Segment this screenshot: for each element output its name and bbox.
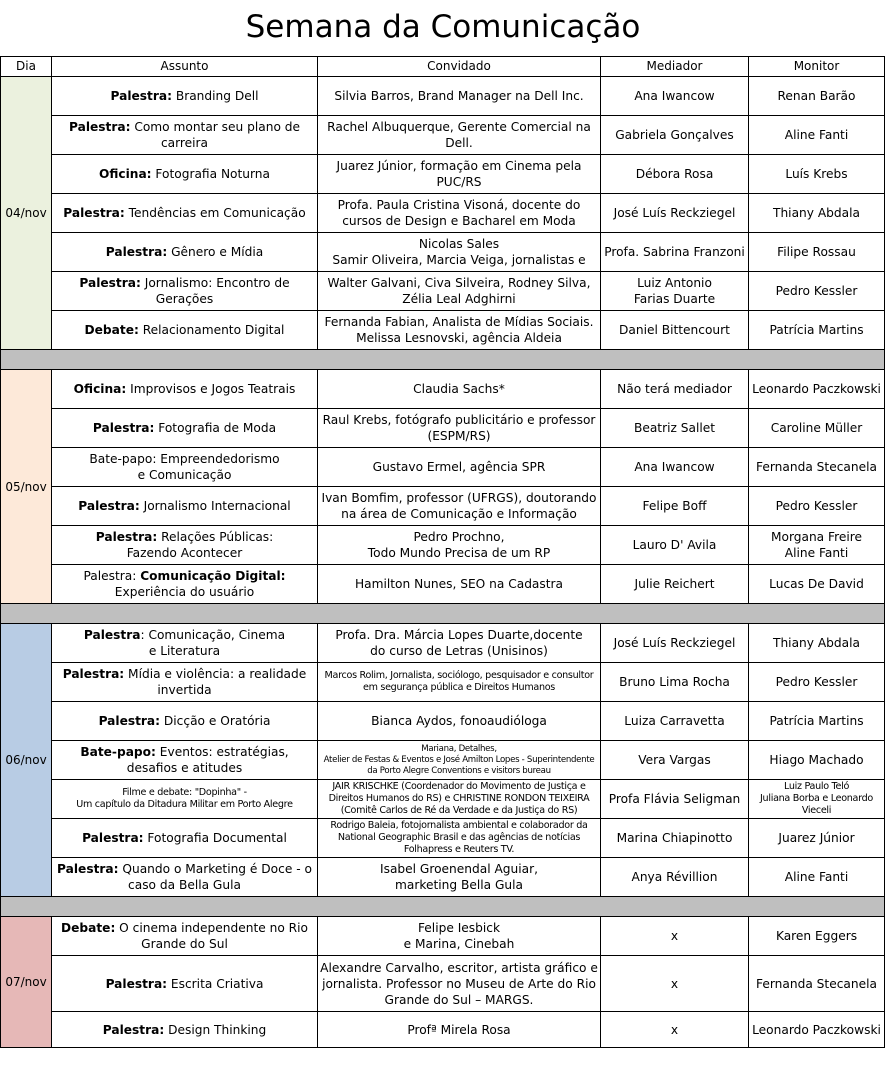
topic-cell — [52, 663, 318, 702]
guest-cell: Walter Galvani, Civa Silveira, Rodney Silva, Zélia Leal Adghirni — [318, 272, 601, 311]
guest-cell — [318, 858, 601, 897]
table-row — [1, 565, 885, 604]
mediator-cell: Bruno Lima Rocha — [601, 663, 749, 702]
monitor-cell: Filipe Rossau — [749, 233, 885, 272]
mediator-line: Luiz Antonio — [637, 276, 712, 290]
topic-cell — [52, 370, 318, 409]
table-row — [1, 917, 885, 956]
topic-cell — [52, 565, 318, 604]
monitor-cell: Pedro Kessler — [749, 663, 885, 702]
guest-cell: Profª Mirela Rosa — [318, 1012, 601, 1048]
session-type: Comunicação Digital: — [140, 569, 286, 583]
topic-cell — [52, 624, 318, 663]
monitor-cell: Aline Fanti — [749, 116, 885, 155]
session-type: Palestra: — [79, 276, 141, 290]
table-row — [1, 311, 885, 350]
session-topic-line — [54, 627, 315, 643]
session-topic: Dicção e Oratória — [160, 714, 271, 728]
topic-cell — [52, 780, 318, 819]
guest-line: marketing Bella Gula — [395, 878, 523, 892]
guest-cell: Silvia Barros, Brand Manager na Dell Inc. — [318, 77, 601, 116]
monitor-cell: Fernanda Stecanela — [749, 448, 885, 487]
day-cell: 04/nov — [1, 77, 52, 350]
session-type: Debate: — [61, 921, 116, 935]
topic-cell — [52, 526, 318, 565]
session-topic: Design Thinking — [164, 1022, 267, 1037]
day-cell: 05/nov — [1, 370, 52, 604]
mediator-cell: Profa Flávia Seligman — [601, 780, 749, 819]
session-topic: Gênero e Mídia — [167, 245, 264, 259]
topic-cell — [52, 155, 318, 194]
day-separator — [1, 350, 885, 370]
session-type: Palestra: — [78, 499, 140, 513]
table-row — [1, 155, 885, 194]
mediator-cell: Ana Iwancow — [601, 448, 749, 487]
topic-cell — [52, 741, 318, 780]
session-type: Palestra: — [57, 862, 119, 876]
mediator-cell: Marina Chiapinotto — [601, 819, 749, 858]
guest-line: Profa. Dra. Márcia Lopes Duarte,docente — [335, 628, 583, 642]
topic-cell — [52, 1012, 318, 1048]
guest-cell: Profa. Paula Cristina Visoná, docente do cursos de Design e Bacharel em Moda — [318, 194, 601, 233]
guest-cell: Rodrigo Baleia, fotojornalista ambiental e colaborador da National Geographic Brasil e das agências de notícias Folhapress e Reuters TV. — [318, 819, 601, 858]
mediator-cell: Débora Rosa — [601, 155, 749, 194]
session-type: Oficina: — [98, 167, 152, 181]
session-topic: e Comunicação — [137, 468, 232, 482]
table-row — [1, 116, 885, 155]
session-topic: Filme e debate: "Dopinha" - — [122, 787, 247, 798]
mediator-cell: Profa. Sabrina Franzoni — [601, 233, 749, 272]
table-row — [1, 77, 885, 116]
session-type: Palestra — [83, 628, 141, 642]
monitor-line: Juliana Borba e Leonardo Vieceli — [760, 793, 873, 816]
schedule-table — [0, 56, 885, 1048]
table-row — [1, 663, 885, 702]
session-topic: Tendências em Comunicação — [124, 206, 306, 220]
guest-cell — [318, 526, 601, 565]
table-row — [1, 233, 885, 272]
session-topic: O cinema independente no Rio Grande do Sul — [115, 921, 308, 951]
session-type: Palestra: — [63, 206, 125, 220]
monitor-cell: Hiago Machado — [749, 741, 885, 780]
monitor-cell: Renan Barão — [749, 77, 885, 116]
guest-cell: JAIR KRISCHKE (Coordenador do Movimento de Justiça e Direitos Humanos do RS) e CHRISTINE RONDON TEIXEIRA (Comitê Carlos de Ré da Verdade e da Justiça do RS) — [318, 780, 601, 819]
guest-cell: Marcos Rolim, Jornalista, sociólogo, pesquisador e consultor em segurança pública e Direitos Humanos — [318, 663, 601, 702]
topic-cell — [52, 956, 318, 1012]
guest-cell: Bianca Aydos, fonoaudióloga — [318, 702, 601, 741]
mediator-cell: Anya Révillion — [601, 858, 749, 897]
monitor-cell — [749, 526, 885, 565]
header-convidado: Convidado — [318, 57, 601, 77]
session-topic: Fazendo Acontecer — [126, 546, 243, 560]
mediator-cell: x — [601, 1012, 749, 1048]
mediator-line: Farias Duarte — [633, 292, 716, 306]
session-topic: Experiência do usuário — [114, 585, 255, 599]
table-row — [1, 1012, 885, 1048]
mediator-cell: Ana Iwancow — [601, 77, 749, 116]
page-title: Semana da Comunicação — [245, 9, 641, 45]
topic-cell — [52, 272, 318, 311]
topic-cell — [52, 487, 318, 526]
guest-line: Melissa Lesnovski, agência Aldeia — [356, 331, 562, 345]
mediator-cell: Julie Reichert — [601, 565, 749, 604]
guest-cell: Juarez Júnior, formação em Cinema pela PUC/RS — [318, 155, 601, 194]
monitor-line: Aline Fanti — [784, 546, 849, 560]
monitor-cell: Thiany Abdala — [749, 194, 885, 233]
guest-line: Todo Mundo Precisa de um RP — [367, 546, 551, 560]
session-topic: Jornalismo Internacional — [139, 499, 291, 513]
monitor-cell: Lucas De David — [749, 565, 885, 604]
day-separator — [1, 604, 885, 624]
monitor-cell: Thiany Abdala — [749, 624, 885, 663]
separator-cell — [1, 897, 885, 917]
session-topic: Relacionamento Digital — [138, 323, 285, 337]
guest-cell: Raul Krebs, fotógrafo publicitário e professor (ESPM/RS) — [318, 409, 601, 448]
mediator-cell: x — [601, 917, 749, 956]
table-row — [1, 741, 885, 780]
topic-cell — [52, 311, 318, 350]
session-topic-line — [54, 568, 315, 584]
guest-cell: Gustavo Ermel, agência SPR — [318, 448, 601, 487]
guest-line: Samir Oliveira, Marcia Veiga, jornalistas e — [332, 253, 586, 267]
guest-cell: Alexandre Carvalho, escritor, artista gráfico e jornalista. Professor no Museu de Arte do Rio Grande do Sul – MARGS. — [318, 956, 601, 1012]
mediator-cell: Beatriz Sallet — [601, 409, 749, 448]
monitor-cell: Fernanda Stecanela — [749, 956, 885, 1012]
session-topic: Mídia e violência: a realidade invertida — [124, 667, 307, 697]
session-prefix: Palestra: — [83, 569, 141, 583]
mediator-cell: Luiza Carravetta — [601, 702, 749, 741]
mediator-cell: Lauro D' Avila — [601, 526, 749, 565]
mediator-cell: x — [601, 956, 749, 1012]
table-row — [1, 409, 885, 448]
monitor-line: Luiz Paulo Teló — [783, 781, 850, 792]
topic-cell — [52, 917, 318, 956]
session-topic: Escrita Criativa — [167, 976, 264, 991]
topic-cell — [52, 194, 318, 233]
session-type: Palestra: — [68, 120, 131, 134]
monitor-cell: Aline Fanti — [749, 858, 885, 897]
guest-line: Isabel Groenendal Aguiar, — [380, 862, 538, 876]
mediator-cell: Gabriela Gonçalves — [601, 116, 749, 155]
session-topic: e Literatura — [148, 644, 221, 658]
session-type: Palestra: — [102, 1022, 165, 1037]
guest-line: Pedro Prochno, — [413, 530, 505, 544]
guest-line: Fernanda Fabian, Analista de Mídias Sociais. — [324, 315, 594, 329]
guest-cell — [318, 624, 601, 663]
header-row — [1, 57, 885, 77]
topic-cell — [52, 116, 318, 155]
table-row — [1, 487, 885, 526]
guest-cell: Claudia Sachs* — [318, 370, 601, 409]
monitor-cell: Luís Krebs — [749, 155, 885, 194]
monitor-cell — [749, 780, 885, 819]
guest-line: e Marina, Cinebah — [403, 937, 515, 951]
session-type: Palestra: — [105, 245, 168, 259]
session-type: Palestra: — [82, 831, 144, 845]
guest-line: Felipe Iesbick — [417, 921, 501, 935]
mediator-cell: Daniel Bittencourt — [601, 311, 749, 350]
monitor-cell: Caroline Müller — [749, 409, 885, 448]
session-topic: Fotografia Noturna — [151, 167, 271, 181]
session-type: Palestra: — [95, 530, 158, 544]
guest-cell: Rachel Albuquerque, Gerente Comercial na Dell. — [318, 116, 601, 155]
header-assunto: Assunto — [52, 57, 318, 77]
header-monitor: Monitor — [749, 57, 885, 77]
guest-line: Nicolas Sales — [418, 237, 500, 251]
monitor-cell: Patrícia Martins — [749, 311, 885, 350]
guest-cell: Hamilton Nunes, SEO na Cadastra — [318, 565, 601, 604]
table-row — [1, 819, 885, 858]
table-row — [1, 194, 885, 233]
monitor-cell: Patrícia Martins — [749, 702, 885, 741]
mediator-cell: José Luís Reckziegel — [601, 624, 749, 663]
mediator-cell: Felipe Boff — [601, 487, 749, 526]
monitor-line: Morgana Freire — [770, 530, 863, 544]
session-topic: Branding Dell — [171, 89, 259, 103]
session-type: Palestra: — [92, 421, 155, 435]
separator-cell — [1, 604, 885, 624]
table-row — [1, 272, 885, 311]
table-row — [1, 624, 885, 663]
topic-cell — [52, 233, 318, 272]
monitor-cell: Leonardo Paczkowski — [749, 370, 885, 409]
topic-cell — [52, 448, 318, 487]
table-row — [1, 780, 885, 819]
session-type: Palestra: — [98, 714, 161, 728]
topic-cell — [52, 858, 318, 897]
session-topic: Improvisos e Jogos Teatrais — [126, 382, 296, 396]
monitor-cell: Pedro Kessler — [749, 272, 885, 311]
mediator-cell — [601, 272, 749, 311]
table-row — [1, 956, 885, 1012]
monitor-cell: Karen Eggers — [749, 917, 885, 956]
session-topic: Fotografia de Moda — [154, 421, 277, 435]
monitor-cell: Pedro Kessler — [749, 487, 885, 526]
session-topic: Fotografia Documental — [143, 831, 287, 845]
session-topic: Quando o Marketing é Doce - o caso da Bella Gula — [118, 862, 312, 892]
session-topic: Bate-papo: Empreendedorismo — [89, 452, 280, 466]
session-topic: Relações Públicas: — [157, 530, 274, 544]
table-row — [1, 702, 885, 741]
guest-cell — [318, 741, 601, 780]
table-row — [1, 370, 885, 409]
topic-cell — [52, 702, 318, 741]
table-row — [1, 526, 885, 565]
session-topic: Eventos: estratégias, desafios e atitudes — [126, 745, 289, 775]
session-type: Palestra: — [110, 89, 172, 103]
session-topic: : Comunicação, Cinema — [140, 628, 286, 642]
table-row — [1, 448, 885, 487]
header-mediador: Mediador — [601, 57, 749, 77]
session-topic-line — [54, 529, 315, 545]
session-type: Oficina: — [73, 382, 127, 396]
session-topic: Como montar seu plano de carreira — [130, 120, 301, 150]
topic-cell — [52, 409, 318, 448]
day-separator — [1, 897, 885, 917]
mediator-cell: Vera Vargas — [601, 741, 749, 780]
guest-line: Atelier de Festas & Eventos e José Amilton Lopes - Superintendente da Porto Alegre Conventions e visitors bureau — [323, 754, 595, 776]
guest-line: do curso de Letras (Unisinos) — [370, 644, 548, 658]
topic-cell — [52, 77, 318, 116]
session-topic: Jornalismo: Encontro de Gerações — [140, 276, 290, 306]
mediator-cell: Não terá mediador — [601, 370, 749, 409]
monitor-cell: Leonardo Paczkowski — [749, 1012, 885, 1048]
guest-cell — [318, 917, 601, 956]
session-type: Palestra: — [105, 976, 168, 991]
topic-cell — [52, 819, 318, 858]
session-type: Palestra: — [62, 667, 125, 681]
day-cell: 07/nov — [1, 917, 52, 1048]
session-type: Debate: — [84, 323, 139, 337]
table-row — [1, 858, 885, 897]
monitor-cell: Juarez Júnior — [749, 819, 885, 858]
guest-cell: Ivan Bomfim, professor (UFRGS), doutorando na área de Comunicação e Informação — [318, 487, 601, 526]
mediator-cell: José Luís Reckziegel — [601, 194, 749, 233]
guest-cell — [318, 311, 601, 350]
day-cell: 06/nov — [1, 624, 52, 897]
separator-cell — [1, 350, 885, 370]
session-type: Bate-papo: — [80, 745, 156, 759]
guest-cell — [318, 233, 601, 272]
header-dia: Dia — [1, 57, 52, 77]
guest-line: Mariana, Detalhes, — [421, 743, 497, 754]
session-topic: Um capítulo da Ditadura Militar em Porto Alegre — [76, 799, 293, 810]
